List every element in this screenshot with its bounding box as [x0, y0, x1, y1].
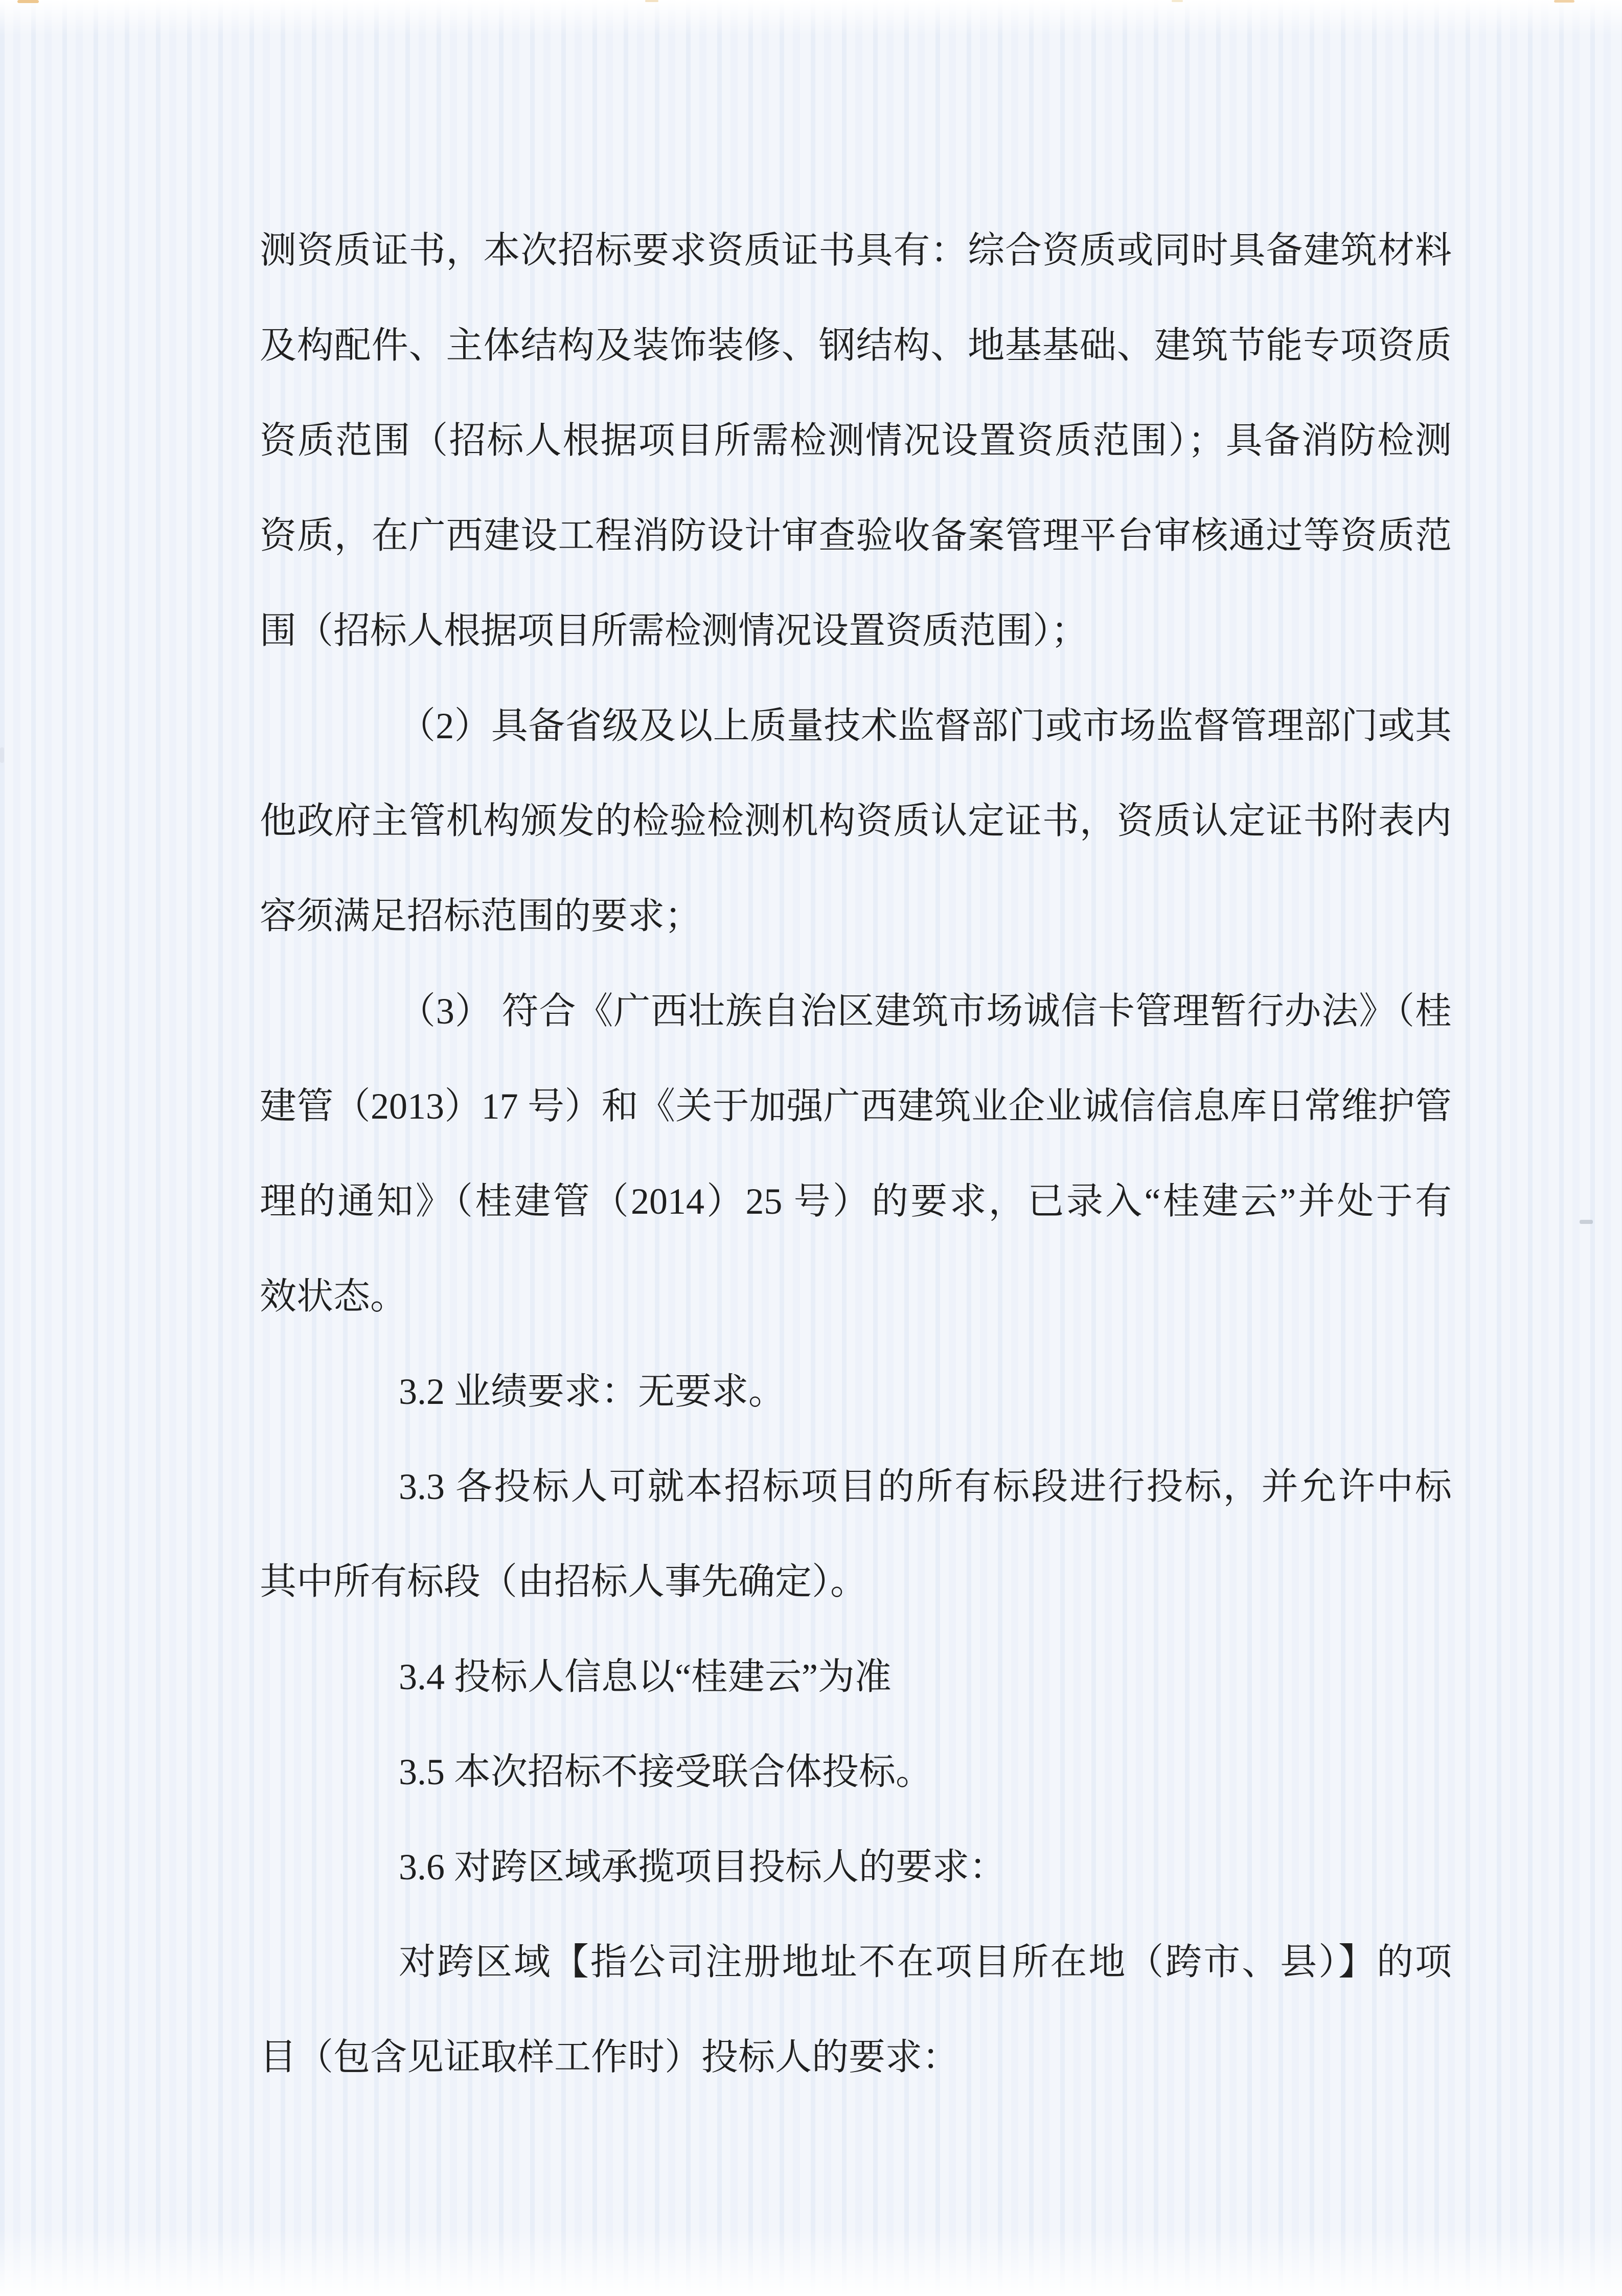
text-line: 容须满足招标范围的要求；: [260, 896, 702, 937]
scan-artifact: [1172, 0, 1183, 2]
text-line: 测资质证书，本次招标要求资质证书具有：综合资质或同时具备建筑材料: [260, 230, 1452, 271]
text-line: 对跨区域【指公司注册地址不在项目所在地（跨市、县）】的项: [399, 1942, 1452, 1983]
text-line: 3.4 投标人信息以“桂建云”为准: [399, 1656, 892, 1697]
text-line: 目（包含见证取样工作时）投标人的要求：: [260, 2037, 960, 2078]
text-line: 及构配件、主体结构及装饰装修、钢结构、地基基础、建筑节能专项资质: [260, 325, 1452, 366]
scan-artifact: [1554, 0, 1574, 3]
text-line: 3.5 本次招标不接受联合体投标。: [399, 1752, 933, 1792]
text-line: 资质，在广西建设工程消防设计审查验收备案管理平台审核通过等资质范: [260, 515, 1452, 556]
scan-artifact: [645, 0, 658, 2]
text-line: 3.3 各投标人可就本招标项目的所有标段进行投标，并允许中标: [399, 1466, 1452, 1507]
text-line: 3.6 对跨区域承揽项目投标人的要求：: [399, 1847, 1007, 1888]
text-line: 围（招标人根据项目所需检测情况设置资质范围）；: [260, 610, 1088, 651]
text-line: （2）具备省级及以上质量技术监督部门或市场监督管理部门或其: [399, 706, 1452, 746]
text-line: 他政府主管机构颁发的检验检测机构资质认定证书，资质认定证书附表内: [260, 801, 1452, 842]
scan-artifact: [0, 747, 4, 763]
text-line: 其中所有标段（由招标人事先确定）。: [260, 1561, 867, 1602]
text-line: 效状态。: [260, 1276, 407, 1317]
text-line: 资质范围（招标人根据项目所需检测情况设置资质范围）；具备消防检测: [260, 420, 1452, 461]
scan-artifact: [1580, 1220, 1593, 1224]
scan-artifact: [17, 0, 39, 3]
document-text-block: [260, 203, 1452, 2105]
text-line: （3） 符合《广西壮族自治区建筑市场诚信卡管理暂行办法》（桂: [399, 991, 1452, 1032]
text-line: 3.2 业绩要求：无要求。: [399, 1371, 786, 1412]
text-line: 建管（2013）17 号）和《关于加强广西建筑业企业诚信信息库日常维护管: [260, 1086, 1452, 1127]
text-line: 理的通知》（桂建管（2014）25 号）的要求，已录入“桂建云”并处于有: [260, 1181, 1452, 1222]
